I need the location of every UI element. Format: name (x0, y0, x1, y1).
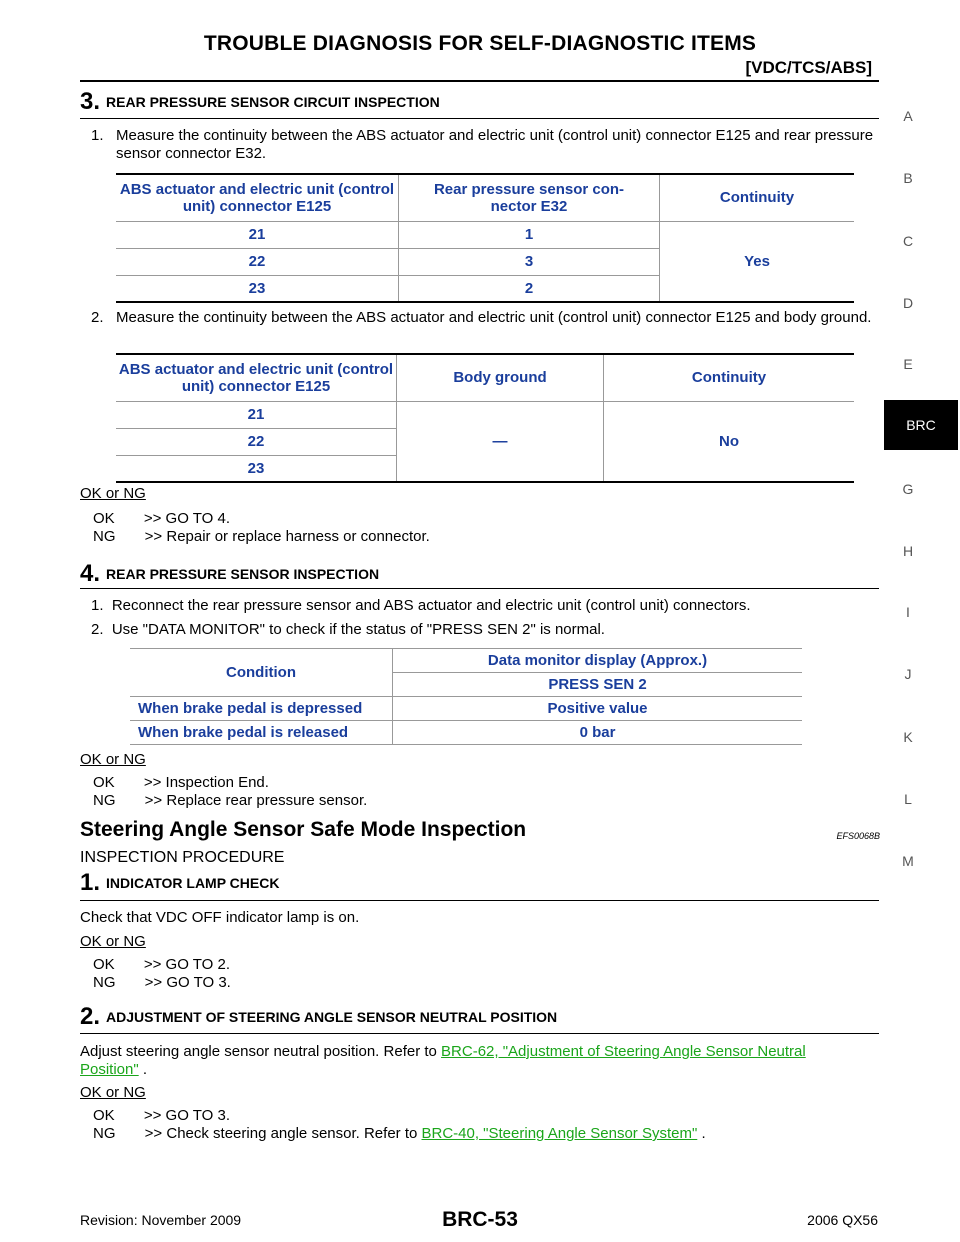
table-header: ABS actuator and electric unit (control unit) connector E125 (116, 354, 397, 401)
step-3-heading (80, 88, 440, 116)
table-cell: Yes (660, 221, 855, 302)
side-index-e[interactable]: E (903, 356, 913, 372)
step-title: REAR PRESSURE SENSOR CIRCUIT INSPECTION (106, 94, 440, 110)
table-header: Rear pressure sensor con- nector E32 (399, 174, 660, 221)
table-cell: 21 (116, 221, 399, 248)
page-subtitle: [VDC/TCS/ABS] (745, 58, 872, 77)
ref-link-brc-62-cont[interactable]: Position" (80, 1061, 139, 1078)
table-header: Continuity (660, 174, 855, 221)
ng-result: NG >> Replace rear pressure sensor. (93, 792, 368, 809)
side-index-b[interactable]: B (903, 170, 913, 186)
table-header: Body ground (397, 354, 604, 401)
instruction-text: 1. Reconnect the rear pressure sensor and ABS actuator and electric unit (control unit) connectors. (91, 597, 751, 614)
revision-date: Revision: November 2009 (80, 1212, 242, 1228)
section-title: Steering Angle Sensor Safe Mode Inspection (80, 818, 527, 841)
instruction-text: Check that VDC OFF indicator lamp is on. (80, 909, 360, 926)
side-index-g[interactable]: G (902, 481, 914, 497)
instruction-pre: Adjust steering angle sensor neutral position. Refer to (80, 1043, 442, 1060)
table-cell: When brake pedal is released (130, 721, 393, 745)
side-index-brc-active[interactable]: BRC (884, 400, 958, 450)
list-number: 1. (91, 127, 104, 144)
ref-link-brc-62[interactable]: BRC-62, "Adjustment of Steering Angle Sensor Neutral (441, 1043, 806, 1060)
table-header: Condition (130, 649, 393, 697)
table-cell: No (604, 401, 855, 482)
step-rule (80, 118, 879, 119)
table-cell: Positive value (393, 697, 803, 721)
data-monitor-table (130, 648, 802, 745)
side-index-l[interactable]: L (904, 791, 912, 807)
ok-ng-label: OK or NG (80, 933, 146, 950)
continuity-table-1 (116, 173, 854, 303)
ng-result (93, 1125, 706, 1143)
step-title: REAR PRESSURE SENSOR INSPECTION (106, 566, 380, 582)
model-year: 2006 QX56 (807, 1212, 878, 1228)
ok-result: OK >> GO TO 2. (93, 956, 230, 973)
instruction-text: 2. Use "DATA MONITOR" to check if the status of "PRESS SEN 2" is normal. (91, 621, 605, 638)
side-index-m[interactable]: M (902, 853, 914, 869)
ng-post: . (697, 1125, 706, 1142)
page-number: BRC-53 (442, 1208, 518, 1231)
table-cell: 3 (399, 248, 660, 275)
instruction-text (80, 1043, 880, 1079)
section-ref-code: EFS0068B (836, 831, 880, 841)
procedure-label: INSPECTION PROCEDURE (80, 849, 285, 866)
side-index-i[interactable]: I (906, 604, 910, 620)
table-cell: 23 (116, 275, 399, 302)
ng-result: NG >> Repair or replace harness or connector. (93, 528, 430, 545)
table-cell: 1 (399, 221, 660, 248)
table-header: Continuity (604, 354, 855, 401)
ok-result: OK >> GO TO 4. (93, 510, 230, 527)
table-cell: 0 bar (393, 721, 803, 745)
table-header: ABS actuator and electric unit (control unit) connector E125 (116, 174, 399, 221)
table-cell: When brake pedal is depressed (130, 697, 393, 721)
step-rule (80, 1033, 879, 1034)
header-rule (80, 80, 879, 82)
ng-pre: NG >> Check steering angle sensor. Refer to (93, 1125, 422, 1142)
continuity-table-2 (116, 353, 854, 483)
instruction-text: Measure the continuity between the ABS actuator and electric unit (control unit) connector E125 and body ground. (116, 309, 872, 326)
instruction-text: Measure the continuity between the ABS actuator and electric unit (control unit) connector E125 and rear pressure sensor connector E32. (116, 127, 874, 162)
table-cell: 2 (399, 275, 660, 302)
side-index-d[interactable]: D (902, 295, 914, 311)
step-rule (80, 900, 879, 901)
ok-result: OK >> GO TO 3. (93, 1107, 230, 1124)
side-index-k[interactable]: K (903, 729, 913, 745)
ref-link-brc-40[interactable]: BRC-40, "Steering Angle Sensor System" (421, 1125, 698, 1142)
ng-result: NG >> GO TO 3. (93, 974, 231, 991)
step-number: 3. (80, 88, 101, 115)
step-number: 4. (80, 560, 101, 587)
list-number: 2. (91, 309, 104, 326)
ok-ng-label: OK or NG (80, 485, 146, 502)
sstep-1-heading (80, 869, 279, 897)
table-cell: 22 (116, 248, 399, 275)
table-header: PRESS SEN 2 (393, 673, 803, 697)
step-4-heading (80, 560, 379, 588)
step-number: 2. (80, 1003, 101, 1030)
side-index-j[interactable]: J (904, 666, 912, 682)
table-cell: 22 (116, 428, 397, 455)
page-title: TROUBLE DIAGNOSIS FOR SELF-DIAGNOSTIC ITEMS (203, 32, 757, 55)
table-cell: 21 (116, 401, 397, 428)
step-rule (80, 588, 879, 589)
table-cell: — (397, 401, 604, 482)
ok-ng-label: OK or NG (80, 751, 146, 768)
ok-result: OK >> Inspection End. (93, 774, 269, 791)
instruction-post: . (138, 1061, 148, 1078)
side-index-a[interactable]: A (903, 108, 913, 124)
step-title: ADJUSTMENT OF STEERING ANGLE SENSOR NEUTRAL POSITION (106, 1009, 558, 1025)
step-title: INDICATOR LAMP CHECK (106, 875, 280, 891)
side-index-c[interactable]: C (902, 233, 914, 249)
step-number: 1. (80, 869, 101, 896)
side-index-h[interactable]: H (902, 543, 914, 559)
table-cell: 23 (116, 455, 397, 482)
sstep-2-heading (80, 1003, 557, 1031)
table-header: Data monitor display (Approx.) (393, 649, 803, 673)
ok-ng-label: OK or NG (80, 1084, 146, 1101)
